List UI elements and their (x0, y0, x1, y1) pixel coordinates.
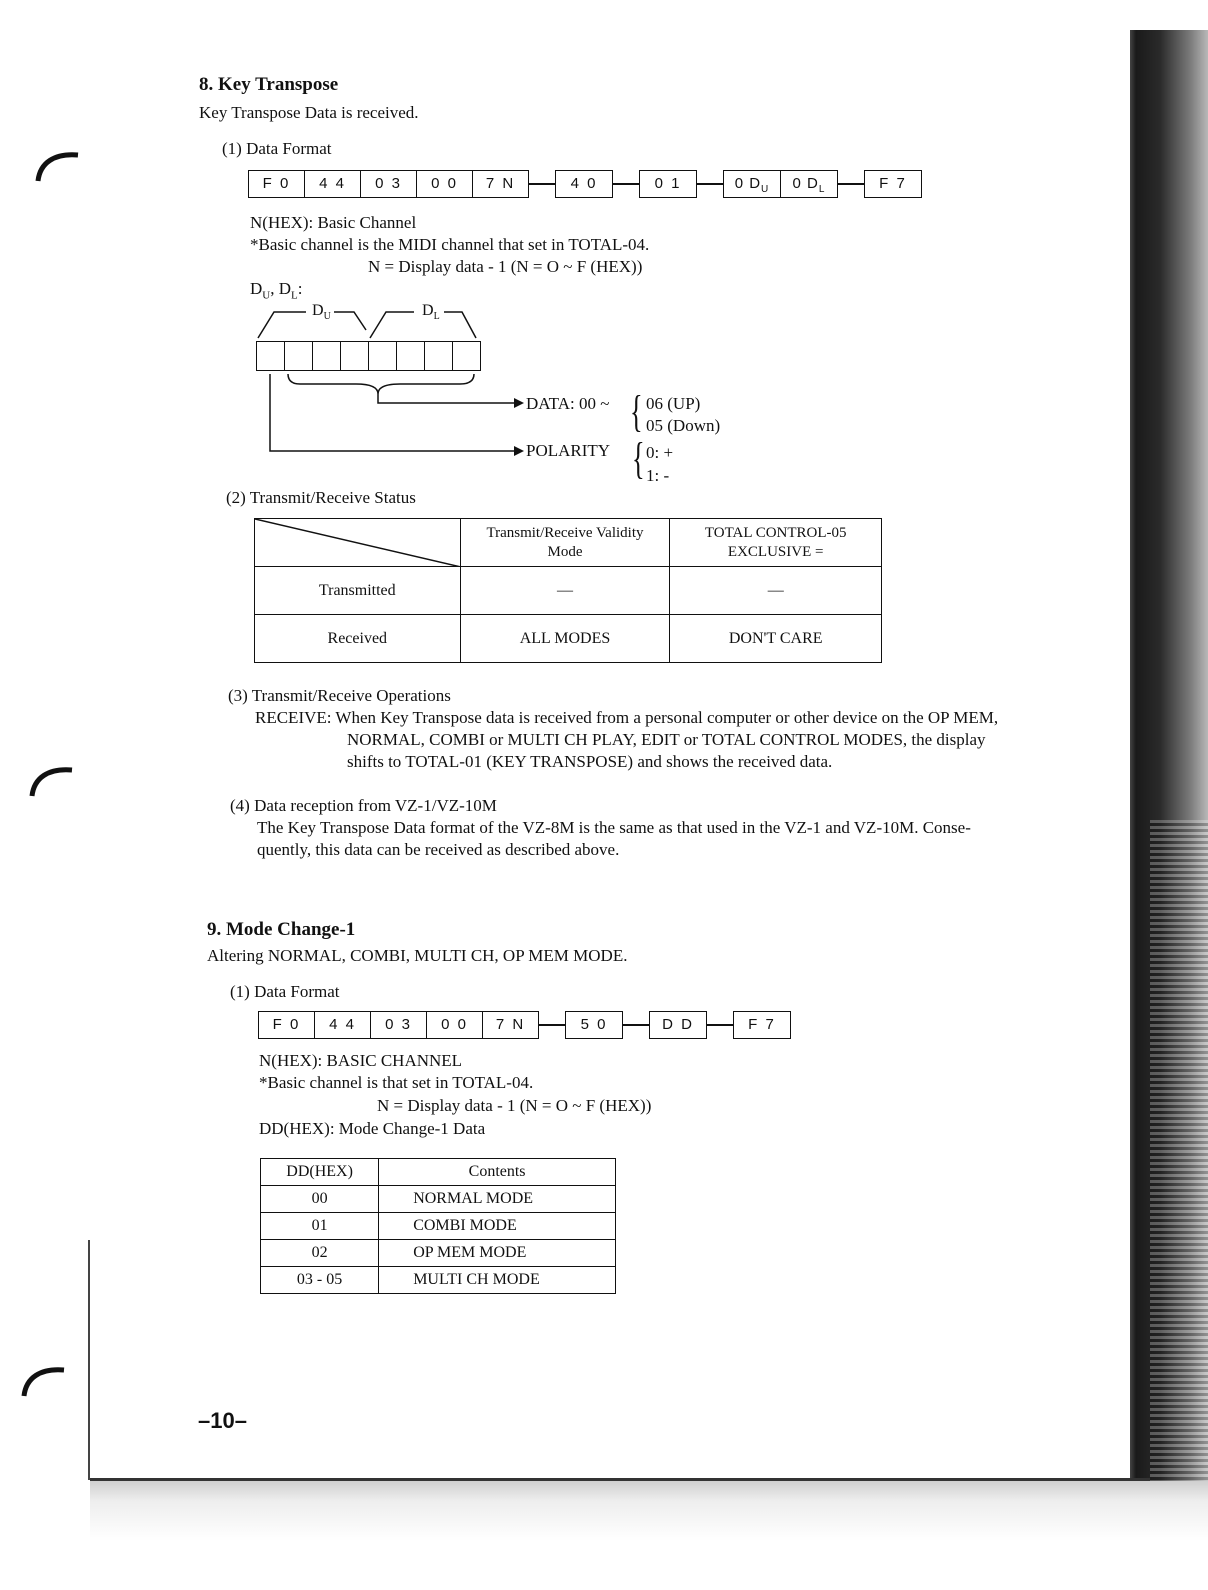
vz-reception-line-1: The Key Transpose Data format of the VZ-8M is the same as that used in the VZ-1 and VZ-10M. Conse- (257, 818, 971, 837)
hex-cell: 4 0 (555, 170, 613, 198)
hex-cell: F 7 (864, 170, 922, 198)
n-formula-2: N = Display data - 1 (N = O ~ F (HEX)) (377, 1096, 652, 1115)
data-range-label: DATA: 00 ~ (526, 394, 610, 413)
polarity-label: POLARITY (526, 441, 611, 460)
brace-icon: { (630, 387, 643, 436)
hex-cell: 0 0 (417, 170, 473, 198)
status-table (254, 518, 882, 663)
dd-value: 01 (261, 1213, 379, 1240)
brace-du-label: $D_U$ (312, 302, 331, 323)
hex-cell: 0 3 (361, 170, 417, 198)
table-row (261, 1240, 616, 1267)
nibble-braces (254, 300, 484, 340)
hex-cell: 7 N (483, 1011, 539, 1039)
operations-label: (3) Transmit/Receive Operations (228, 686, 451, 705)
row-transmitted-label: Transmitted (255, 567, 461, 615)
diagonal-line (255, 519, 461, 567)
hex-cell: 0 1 (639, 170, 697, 198)
page-bottom-edge (90, 1478, 1150, 1481)
brace-icon: { (632, 434, 645, 483)
bit-box (369, 341, 397, 371)
bit-box (425, 341, 453, 371)
scan-noise-right (1150, 820, 1208, 1590)
hex-cell: 0 3 (371, 1011, 427, 1039)
bit-boxes (256, 341, 481, 371)
connector-line (613, 183, 639, 185)
diagonal-header-cell (255, 519, 461, 567)
connector-line (529, 183, 555, 185)
polarity-positive: 0: + (646, 443, 674, 462)
table-row (261, 1186, 616, 1213)
connector-line (697, 183, 723, 185)
n-formula: N = Display data - 1 (N = O ~ F (HEX)) (368, 257, 643, 276)
section-9-heading: 9. Mode Change-1 (207, 919, 356, 940)
row-transmitted-validity: — (460, 567, 670, 615)
bit-box (453, 341, 481, 371)
row-transmitted-exclusive: — (670, 567, 882, 615)
table-row (261, 1213, 616, 1240)
bit-box (313, 341, 341, 371)
status-label: (2) Transmit/Receive Status (226, 488, 416, 507)
table-row (261, 1267, 616, 1294)
page-number: –10– (198, 1408, 247, 1433)
hex-cell: D D (649, 1011, 707, 1039)
connector-line (623, 1024, 649, 1026)
mode-table-header-contents: Contents (379, 1159, 616, 1186)
binder-hole-mark-1 (30, 145, 90, 185)
hex-cell: 4 4 (305, 170, 361, 198)
operations-line-1: RECEIVE: When Key Transpose data is received from a personal computer or other device on the OP MEM, (255, 708, 999, 727)
dd-hex-label: DD(HEX): Mode Change-1 Data (259, 1119, 486, 1138)
mode-table (260, 1158, 616, 1294)
mode-format-label: (1) Data Format (230, 982, 340, 1001)
bit-box (397, 341, 425, 371)
hex-cell: 0 0 (427, 1011, 483, 1039)
scan-shadow-bottom (90, 1481, 1208, 1590)
section-8-intro: Key Transpose Data is received. (199, 103, 419, 122)
hex-cell: F 0 (258, 1011, 315, 1039)
row-received-validity: ALL MODES (460, 615, 670, 663)
section-9-intro: Altering NORMAL, COMBI, MULTI CH, OP MEM MODE. (207, 946, 628, 965)
header-validity-mode: Transmit/Receive Validity Mode (460, 519, 670, 567)
hex-cell: 4 4 (315, 1011, 371, 1039)
mode-contents: NORMAL MODE (379, 1186, 616, 1213)
connector-line (838, 183, 864, 185)
hex-cell: 7 N (473, 170, 529, 198)
mode-table-header-dd: DD(HEX) (261, 1159, 379, 1186)
section-8-heading: 8. Key Transpose (199, 74, 339, 95)
dd-value: 02 (261, 1240, 379, 1267)
operations-line-3: shifts to TOTAL-01 (KEY TRANSPOSE) and shows the received data. (347, 752, 833, 771)
bit-box (256, 341, 285, 371)
vz-reception-label: (4) Data reception from VZ-1/VZ-10M (230, 796, 497, 815)
dd-value: 00 (261, 1186, 379, 1213)
row-received-exclusive: DON'T CARE (670, 615, 882, 663)
hex-cell: 5 0 (565, 1011, 623, 1039)
nhex-label: N(HEX): Basic Channel (250, 213, 417, 232)
polarity-negative: 1: - (646, 466, 670, 485)
connector-line (539, 1024, 565, 1026)
basic-channel-note-2: *Basic channel is that set in TOTAL-04. (259, 1073, 534, 1092)
bit-box (341, 341, 369, 371)
bit-box (285, 341, 313, 371)
data-format-label: (1) Data Format (222, 139, 332, 158)
binder-hole-mark-2 (24, 760, 84, 800)
du-dl-label: $D_U$, $D_L$: (250, 279, 303, 302)
vz-reception-line-2: quently, this data can be received as described above. (257, 840, 620, 859)
header-total-control: TOTAL CONTROL-05 EXCLUSIVE = (670, 519, 882, 567)
mode-contents: OP MEM MODE (379, 1240, 616, 1267)
hex-cell-du: 0 $D_U$ (723, 170, 781, 198)
connector-line (707, 1024, 733, 1026)
page-left-edge (88, 1240, 90, 1480)
hex-cell-dl: 0 $D_L$ (781, 170, 838, 198)
basic-channel-note: *Basic channel is the MIDI channel that set in TOTAL-04. (250, 235, 650, 254)
operations-line-2: NORMAL, COMBI or MULTI CH PLAY, EDIT or TOTAL CONTROL MODES, the display (347, 730, 986, 749)
dd-value: 03 - 05 (261, 1267, 379, 1294)
nhex-basic-channel: N(HEX): BASIC CHANNEL (259, 1051, 463, 1070)
data-up: 06 (UP) (646, 394, 701, 413)
binder-hole-mark-3 (16, 1360, 76, 1400)
key-transpose-format (248, 170, 922, 198)
data-down: 05 (Down) (646, 416, 721, 435)
brace-dl-label: $D_L$ (422, 302, 440, 323)
data-arrows (260, 370, 540, 470)
mode-contents: COMBI MODE (379, 1213, 616, 1240)
mode-change-format (258, 1011, 791, 1039)
hex-cell: F 0 (248, 170, 305, 198)
hex-cell: F 7 (733, 1011, 791, 1039)
mode-contents: MULTI CH MODE (379, 1267, 616, 1294)
row-received-label: Received (255, 615, 461, 663)
